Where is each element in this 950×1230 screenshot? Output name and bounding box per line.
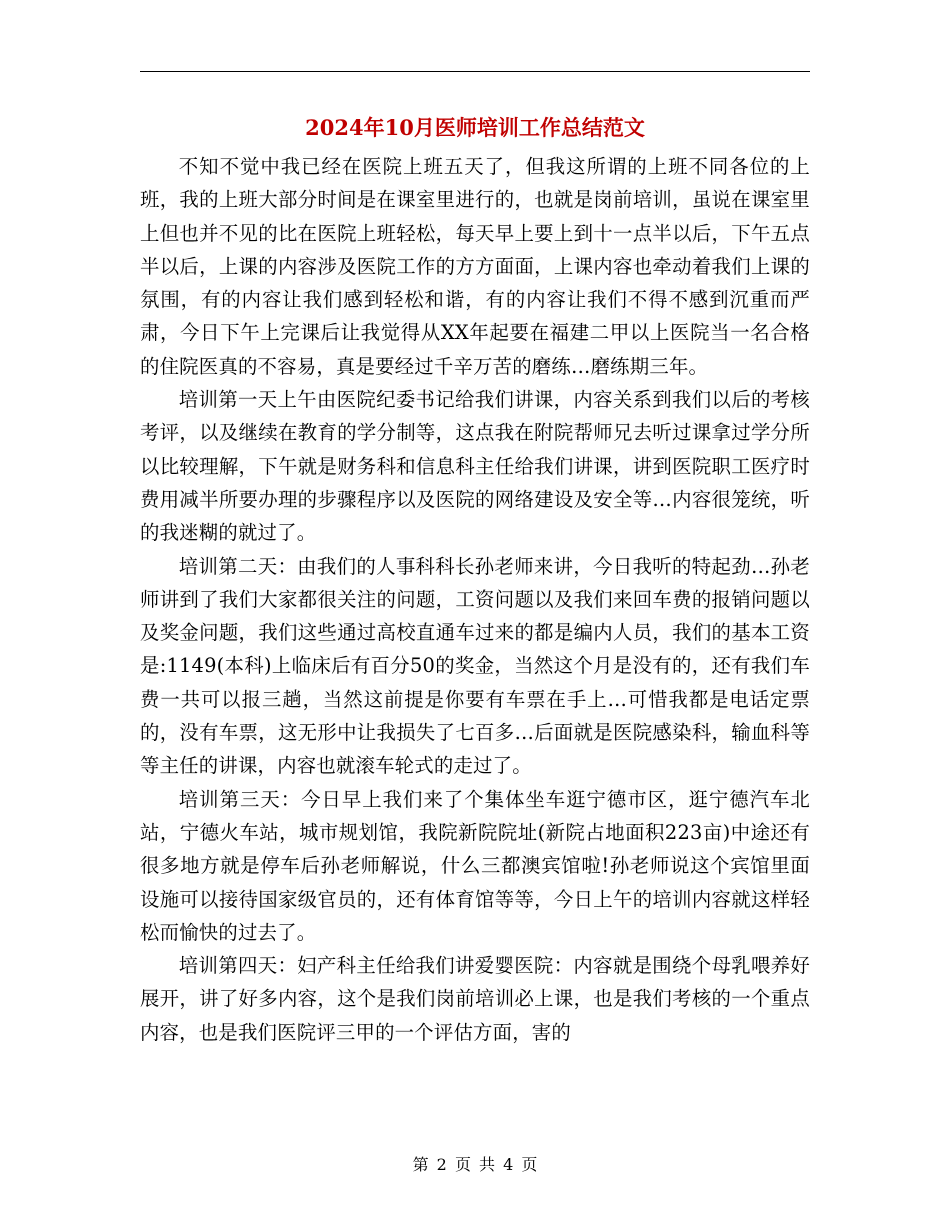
document-body [140,150,810,1049]
paragraph-2: 培训第一天上午由医院纪委书记给我们讲课，内容关系到我们以后的考核考评，以及继续在教育的学分制等，这点我在附院帮师兄去听过课拿过学分所以比较理解，下午就是财务科和信息科主任给我们讲课，讲到医院职工医疗时费用减半所要办理的步骤程序以及医院的网络建设及安全等…内容很笼统，听的我迷糊的就过了。 [140,388,810,545]
document-title: 2024年10月医师培训工作总结范文 [305,115,645,140]
paragraph-4: 培训第三天：今日早上我们来了个集体坐车逛宁德市区，逛宁德汽车北站，宁德火车站，城市规划馆，我院新院院址(新院占地面积223亩)中途还有很多地方就是停车后孙老师解说，什么三都澳宾馆啦!孙老师说这个宾馆里面设施可以接待国家级官员的，还有体育馆等等，今日上午的培训内容就这样轻松而愉快的过去了。 [140,787,810,944]
page-footer: 第 2 页 共 4 页 [412,1155,538,1174]
paragraph-3: 培训第二天：由我们的人事科科长孙老师来讲，今日我听的特起劲…孙老师讲到了我们大家都很关注的问题，工资问题以及我们来回车费的报销问题以及奖金问题，我们这些通过高校直通车过来的都是编内人员，我们的基本工资是:1149(本科)上临床后有百分50的奖金，当然这个月是没有的，还有我们车费一共可以报三趟，当然这前提是你要有车票在手上…可惜我都是电话定票的，没有车票，这无形中让我损失了七百多…后面就是医院感染科，输血科等等主任的讲课，内容也就滚车轮式的走过了。 [140,554,810,778]
paragraph-5: 培训第四天：妇产科主任给我们讲爱婴医院：内容就是围绕个母乳喂养好展开，讲了好多内容，这个是我们岗前培训必上课，也是我们考核的一个重点内容，也是我们医院评三甲的一个评估方面，害的 [140,954,810,1044]
header-rule [140,71,810,72]
paragraph-1: 不知不觉中我已经在医院上班五天了，但我这所谓的上班不同各位的上班，我的上班大部分时间是在课室里进行的，也就是岗前培训，虽说在课室里上但也并不见的比在医院上班轻松，每天早上要上到十一点半以后，下午五点半以后，上课的内容涉及医院工作的方方面面，上课内容也牵动着我们上课的氛围，有的内容让我们感到轻松和谐，有的内容让我们不得不感到沉重而严肃，今日下午上完课后让我觉得从XX年起要在福建二甲以上医院当一名合格的住院医真的不容易，真是要经过千辛万苦的磨练…磨练期三年。 [140,155,810,378]
